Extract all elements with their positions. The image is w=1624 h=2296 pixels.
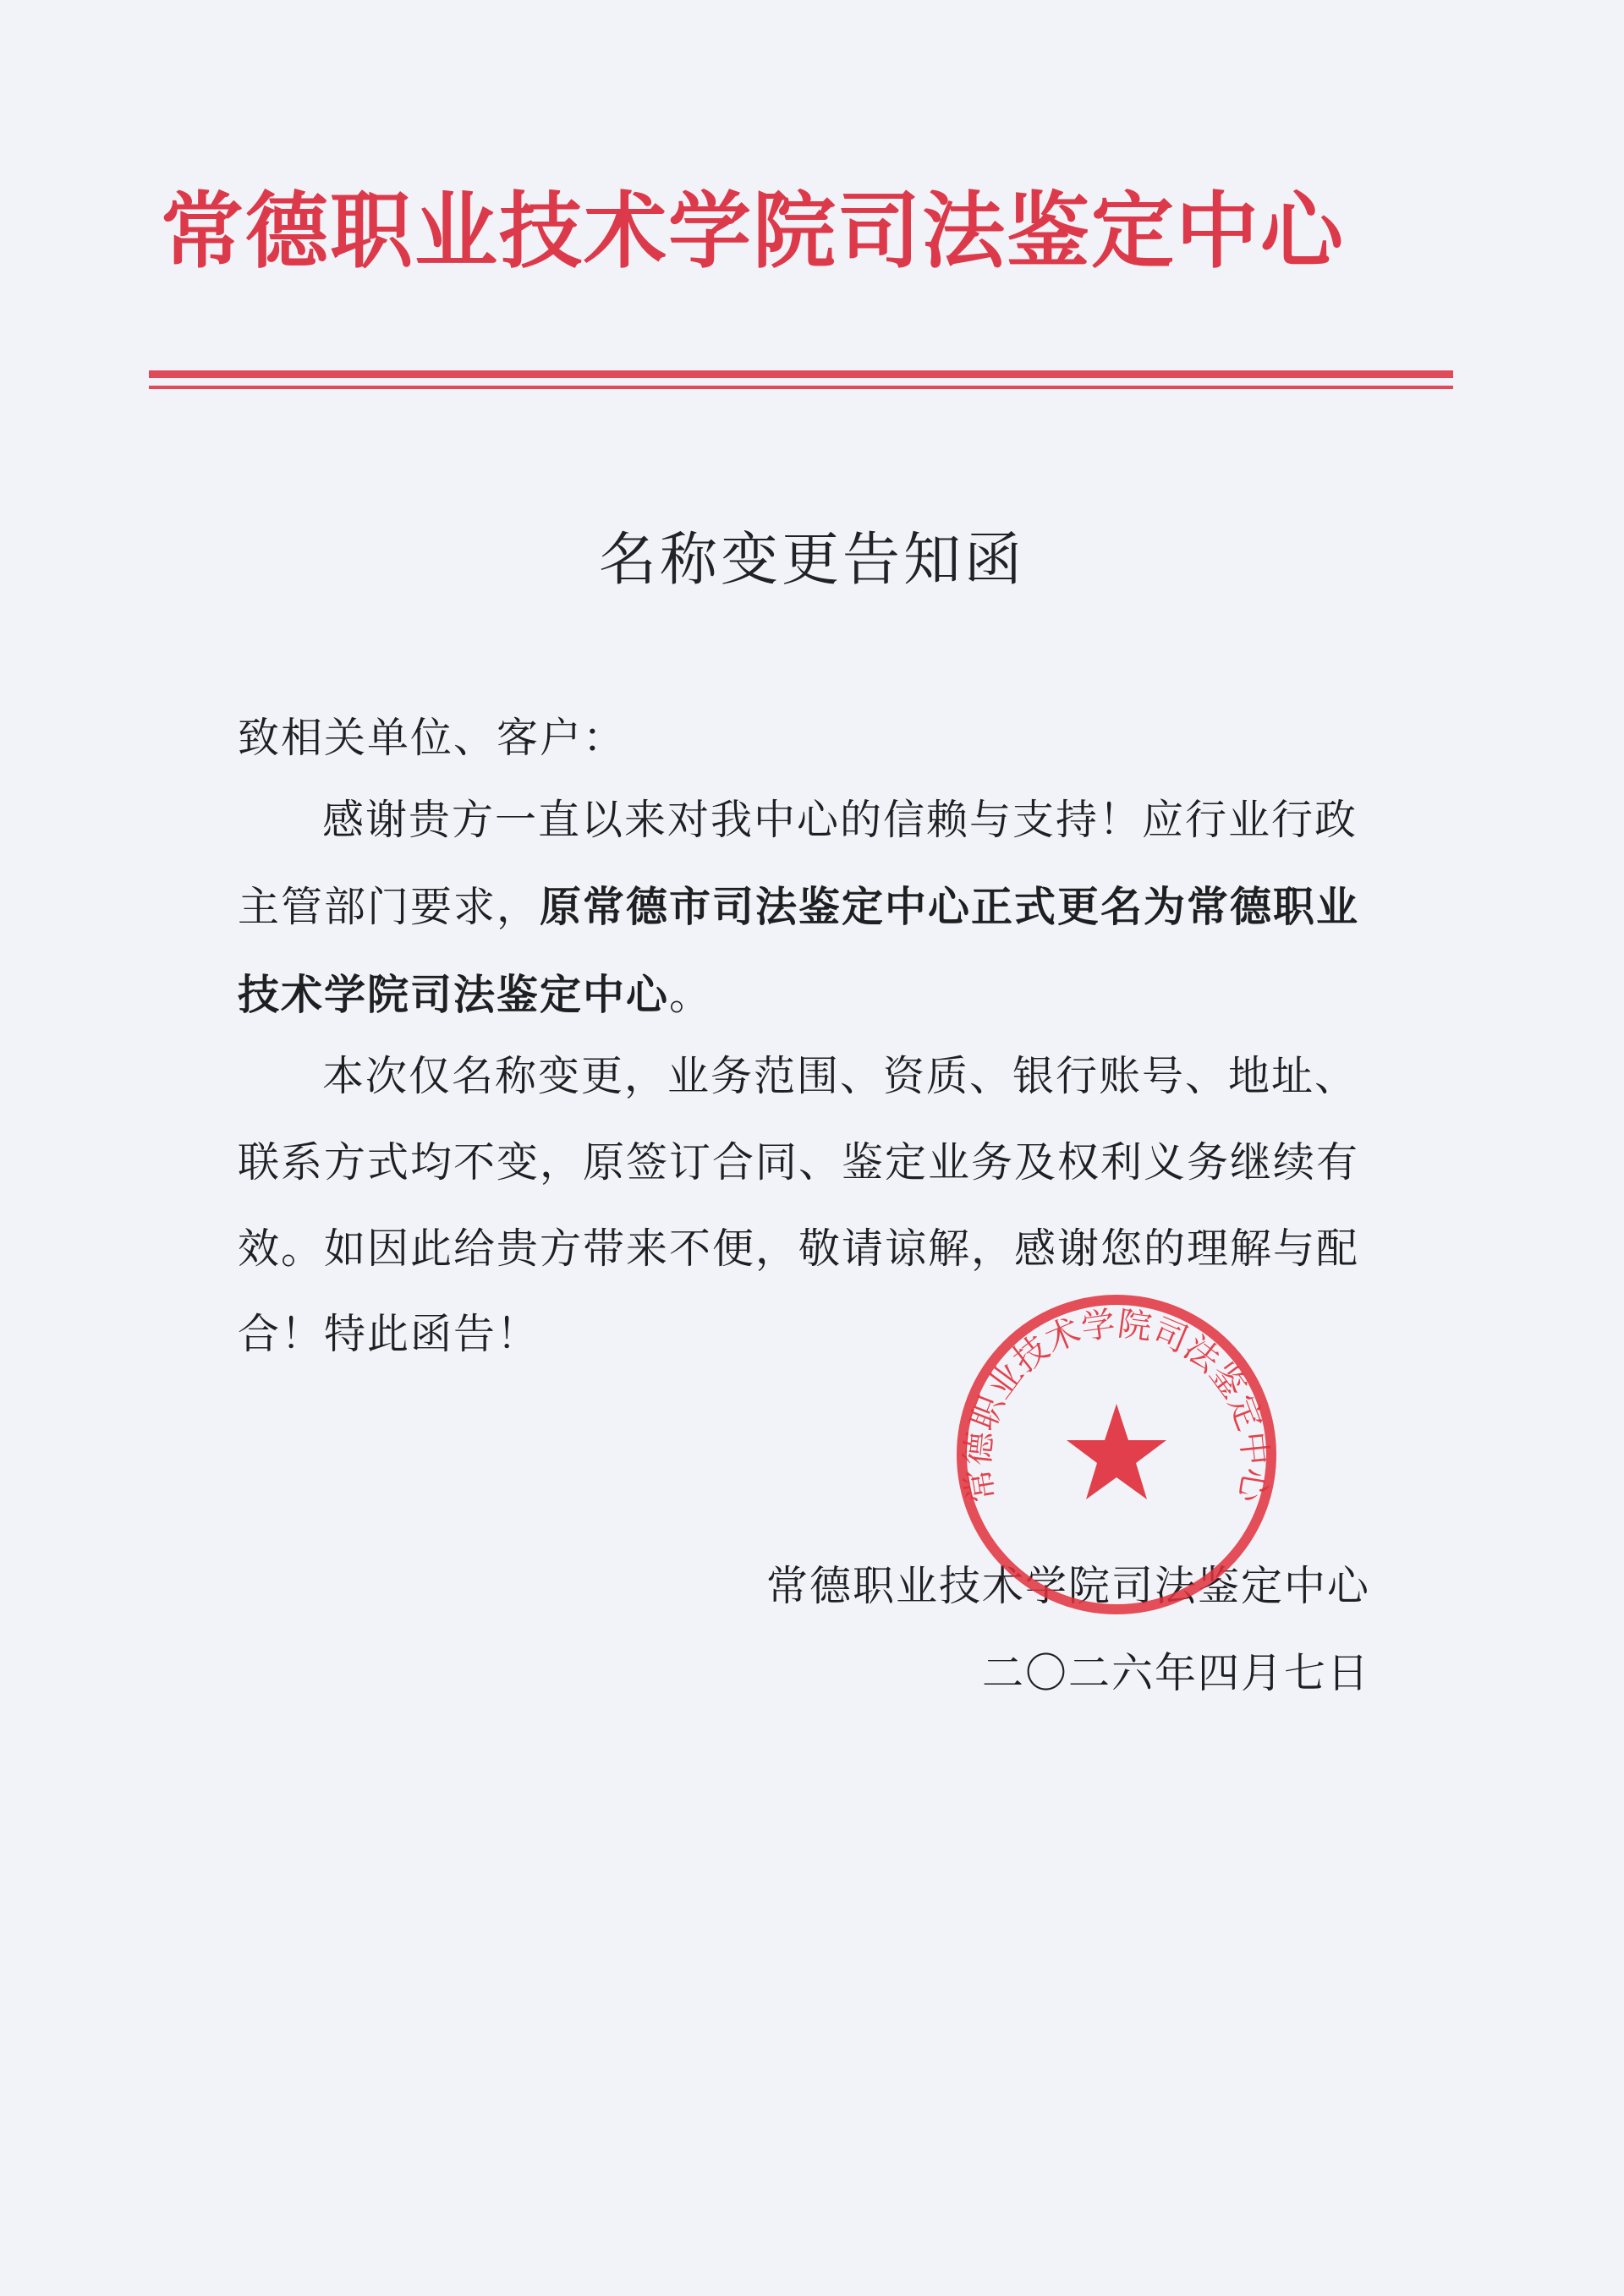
letterhead-title: 常德职业技术学院司法鉴定中心: [161, 183, 1346, 280]
paragraph-1-line-1: [238, 795, 1380, 846]
paragraph-1-line-3-end: 。: [669, 971, 713, 1019]
letterhead-rule-thin: [149, 386, 1453, 389]
seal-arc-textpath: 常德职业技术学院司法鉴定中心: [957, 1304, 1276, 1505]
paragraph-1-line-3-bold: 技术学院司法鉴定中心: [238, 970, 670, 1019]
paragraph-2-line-2: 联系方式均不变，原签订合同、鉴定业务及权利义务继续有: [238, 1138, 1360, 1186]
paragraph-2-line-1: [238, 1051, 1380, 1102]
salutation: 致相关单位、客户：: [238, 714, 627, 762]
paragraph-2-line-1-text: 本次仅名称变更，业务范围、资质、银行账号、地址、: [322, 1052, 1358, 1100]
paragraph-1-line-1-text: 感谢贵方一直以来对我中心的信赖与支持！应行业行政: [322, 796, 1358, 844]
seal-star-icon: [1067, 1404, 1166, 1499]
paragraph-1-line-3: [238, 969, 1380, 1021]
official-seal: [952, 1290, 1281, 1619]
letterhead-rule-thick: [149, 370, 1453, 378]
signature-organization: 常德职业技术学院司法鉴定中心: [765, 1562, 1370, 1610]
paragraph-2-line-3: 效。如因此给贵方带来不便，敬请谅解，感谢您的理解与配: [238, 1225, 1360, 1273]
paragraph-1-line-2-normal: 主管部门要求，: [238, 883, 540, 931]
paragraph-2-line-4: 合！特此函告！: [238, 1310, 540, 1358]
paragraph-1-line-2-bold: 原常德市司法鉴定中心正式更名为常德职业: [540, 882, 1360, 931]
signature-date: 二〇二六年四月七日: [981, 1649, 1370, 1697]
paragraph-1-line-2: [238, 881, 1380, 933]
document-title: 名称变更告知函: [598, 527, 1025, 594]
